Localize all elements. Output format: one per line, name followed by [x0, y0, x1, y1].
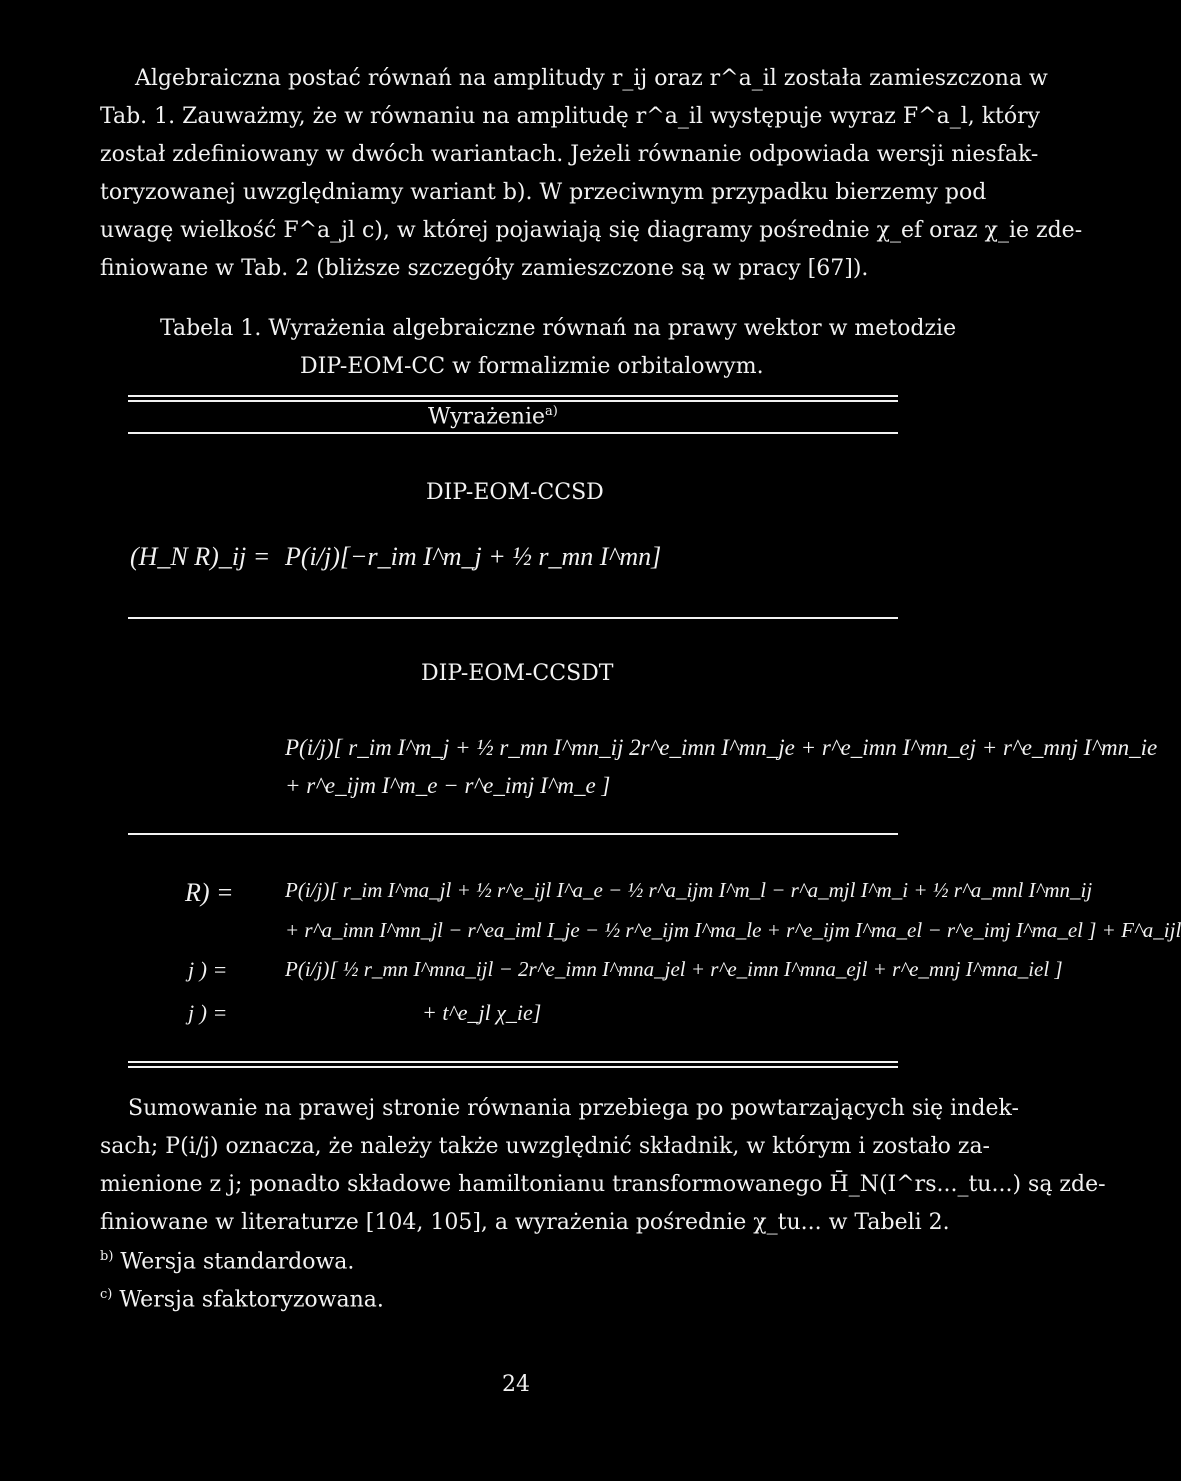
r-row-1-lhs: R) =: [185, 878, 234, 907]
footnote-c-mark: c): [100, 1287, 113, 1302]
r-row-2-rhs: + r^a_imn I^mn_jl − r^ea_iml I_je − ½ r^e_ijm I^ma_le + r^e_ijm I^ma_el − r^e_imj I^ma_el ] + F^a_ijl: [285, 918, 1181, 942]
ccsd-rhs: P(i/j)[−r_im I^m_j + ½ r_mn I^mn]: [285, 542, 662, 571]
table-caption-line-2: DIP-EOM-CC w formalizmie orbitalowym.: [300, 354, 764, 379]
r-row-4-rhs: + t^e_jl χ_ie]: [422, 1000, 542, 1025]
footnote-b-text: Wersja standardowa.: [120, 1249, 355, 1275]
table-top-rule-2: [128, 400, 898, 402]
r-row-3-rhs: P(i/j)[ ½ r_mn I^mna_ijl − 2r^e_imn I^mna_jel + r^e_imn I^mna_ejl + r^e_mnj I^mna_iel ]: [285, 957, 1063, 981]
intro-line-3: został zdefiniowany w dwóch wariantach. Jeżeli równanie odpowiada wersji niesfak-: [100, 142, 1039, 167]
intro-line-4: toryzowanej uwzględniamy wariant b). W przeciwnym przypadku bierzemy pod: [100, 180, 987, 205]
outro-line-3: mienione z j; ponadto składowe hamiltonianu transformowanego H̄_N(I^rs..._tu...) są zde-: [100, 1172, 1106, 1197]
outro-line-2: sach; P(i/j) oznacza, że należy także uwzględnić składnik, w którym i zostało za-: [100, 1134, 990, 1159]
table-bottom-rule: [128, 1061, 898, 1063]
table-bottom-rule-2: [128, 1066, 898, 1068]
section-ccsdt-title: DIP-EOM-CCSDT: [421, 661, 614, 686]
section-ccsd-title: DIP-EOM-CCSD: [426, 480, 604, 505]
intro-line-1: Algebraiczna postać równań na amplitudy r_ij oraz r^a_il została zamieszczona w: [135, 66, 1048, 91]
r-row-1-rhs: P(i/j)[ r_im I^ma_jl + ½ r^e_ijl I^a_e − ½ r^a_ijm I^m_l − r^a_mjl I^m_i + ½ r^a_mnl I^mn_ij: [285, 878, 1093, 902]
footnote-c-text: Wersja sfaktoryzowana.: [119, 1287, 384, 1313]
outro-line-1: Sumowanie na prawej stronie równania przebiega po powtarzających się indek-: [128, 1096, 1019, 1121]
table-header-rule: [128, 432, 898, 434]
ccsdt-equation-line-1: P(i/j)[ r_im I^m_j + ½ r_mn I^mn_ij 2r^e_imn I^mn_je + r^e_imn I^mn_ej + r^e_mnj I^mn_ie: [285, 735, 1158, 760]
intro-line-5: uwagę wielkość F^a_jl c), w której pojawiają się diagramy pośrednie χ_ef oraz χ_ie zde-: [100, 218, 1083, 243]
ccsdt-equation-line-2: + r^e_ijm I^m_e − r^e_imj I^m_e ]: [285, 773, 611, 798]
footnote-b: [100, 1250, 354, 1273]
section-divider-2: [128, 833, 898, 835]
footnote-b-mark: b): [100, 1249, 114, 1264]
section-divider-1: [128, 617, 898, 619]
table-header-label: Wyrażenie: [428, 404, 546, 430]
table-header: [428, 405, 558, 428]
r-row-3-lhs: j ) =: [188, 957, 228, 982]
outro-line-4: finiowane w literaturze [104, 105], a wyrażenia pośrednie χ_tu... w Tabeli 2.: [100, 1210, 950, 1235]
table-top-rule: [128, 395, 898, 397]
ccsd-lhs: (H_N R)_ij =: [130, 542, 271, 571]
r-row-4-lhs: j ) =: [188, 1000, 228, 1025]
table-header-footnote: a): [545, 404, 558, 419]
intro-line-2: Tab. 1. Zauważmy, że w równaniu na amplitudę r^a_il występuje wyraz F^a_l, który: [100, 104, 1041, 129]
page-number: 24: [502, 1372, 530, 1397]
table-caption-line-1: Tabela 1. Wyrażenia algebraiczne równań na prawy wektor w metodzie: [160, 316, 957, 341]
intro-line-6: finiowane w Tab. 2 (bliższe szczegóły zamieszczone są w pracy [67]).: [100, 256, 869, 281]
footnote-c: [100, 1288, 384, 1311]
